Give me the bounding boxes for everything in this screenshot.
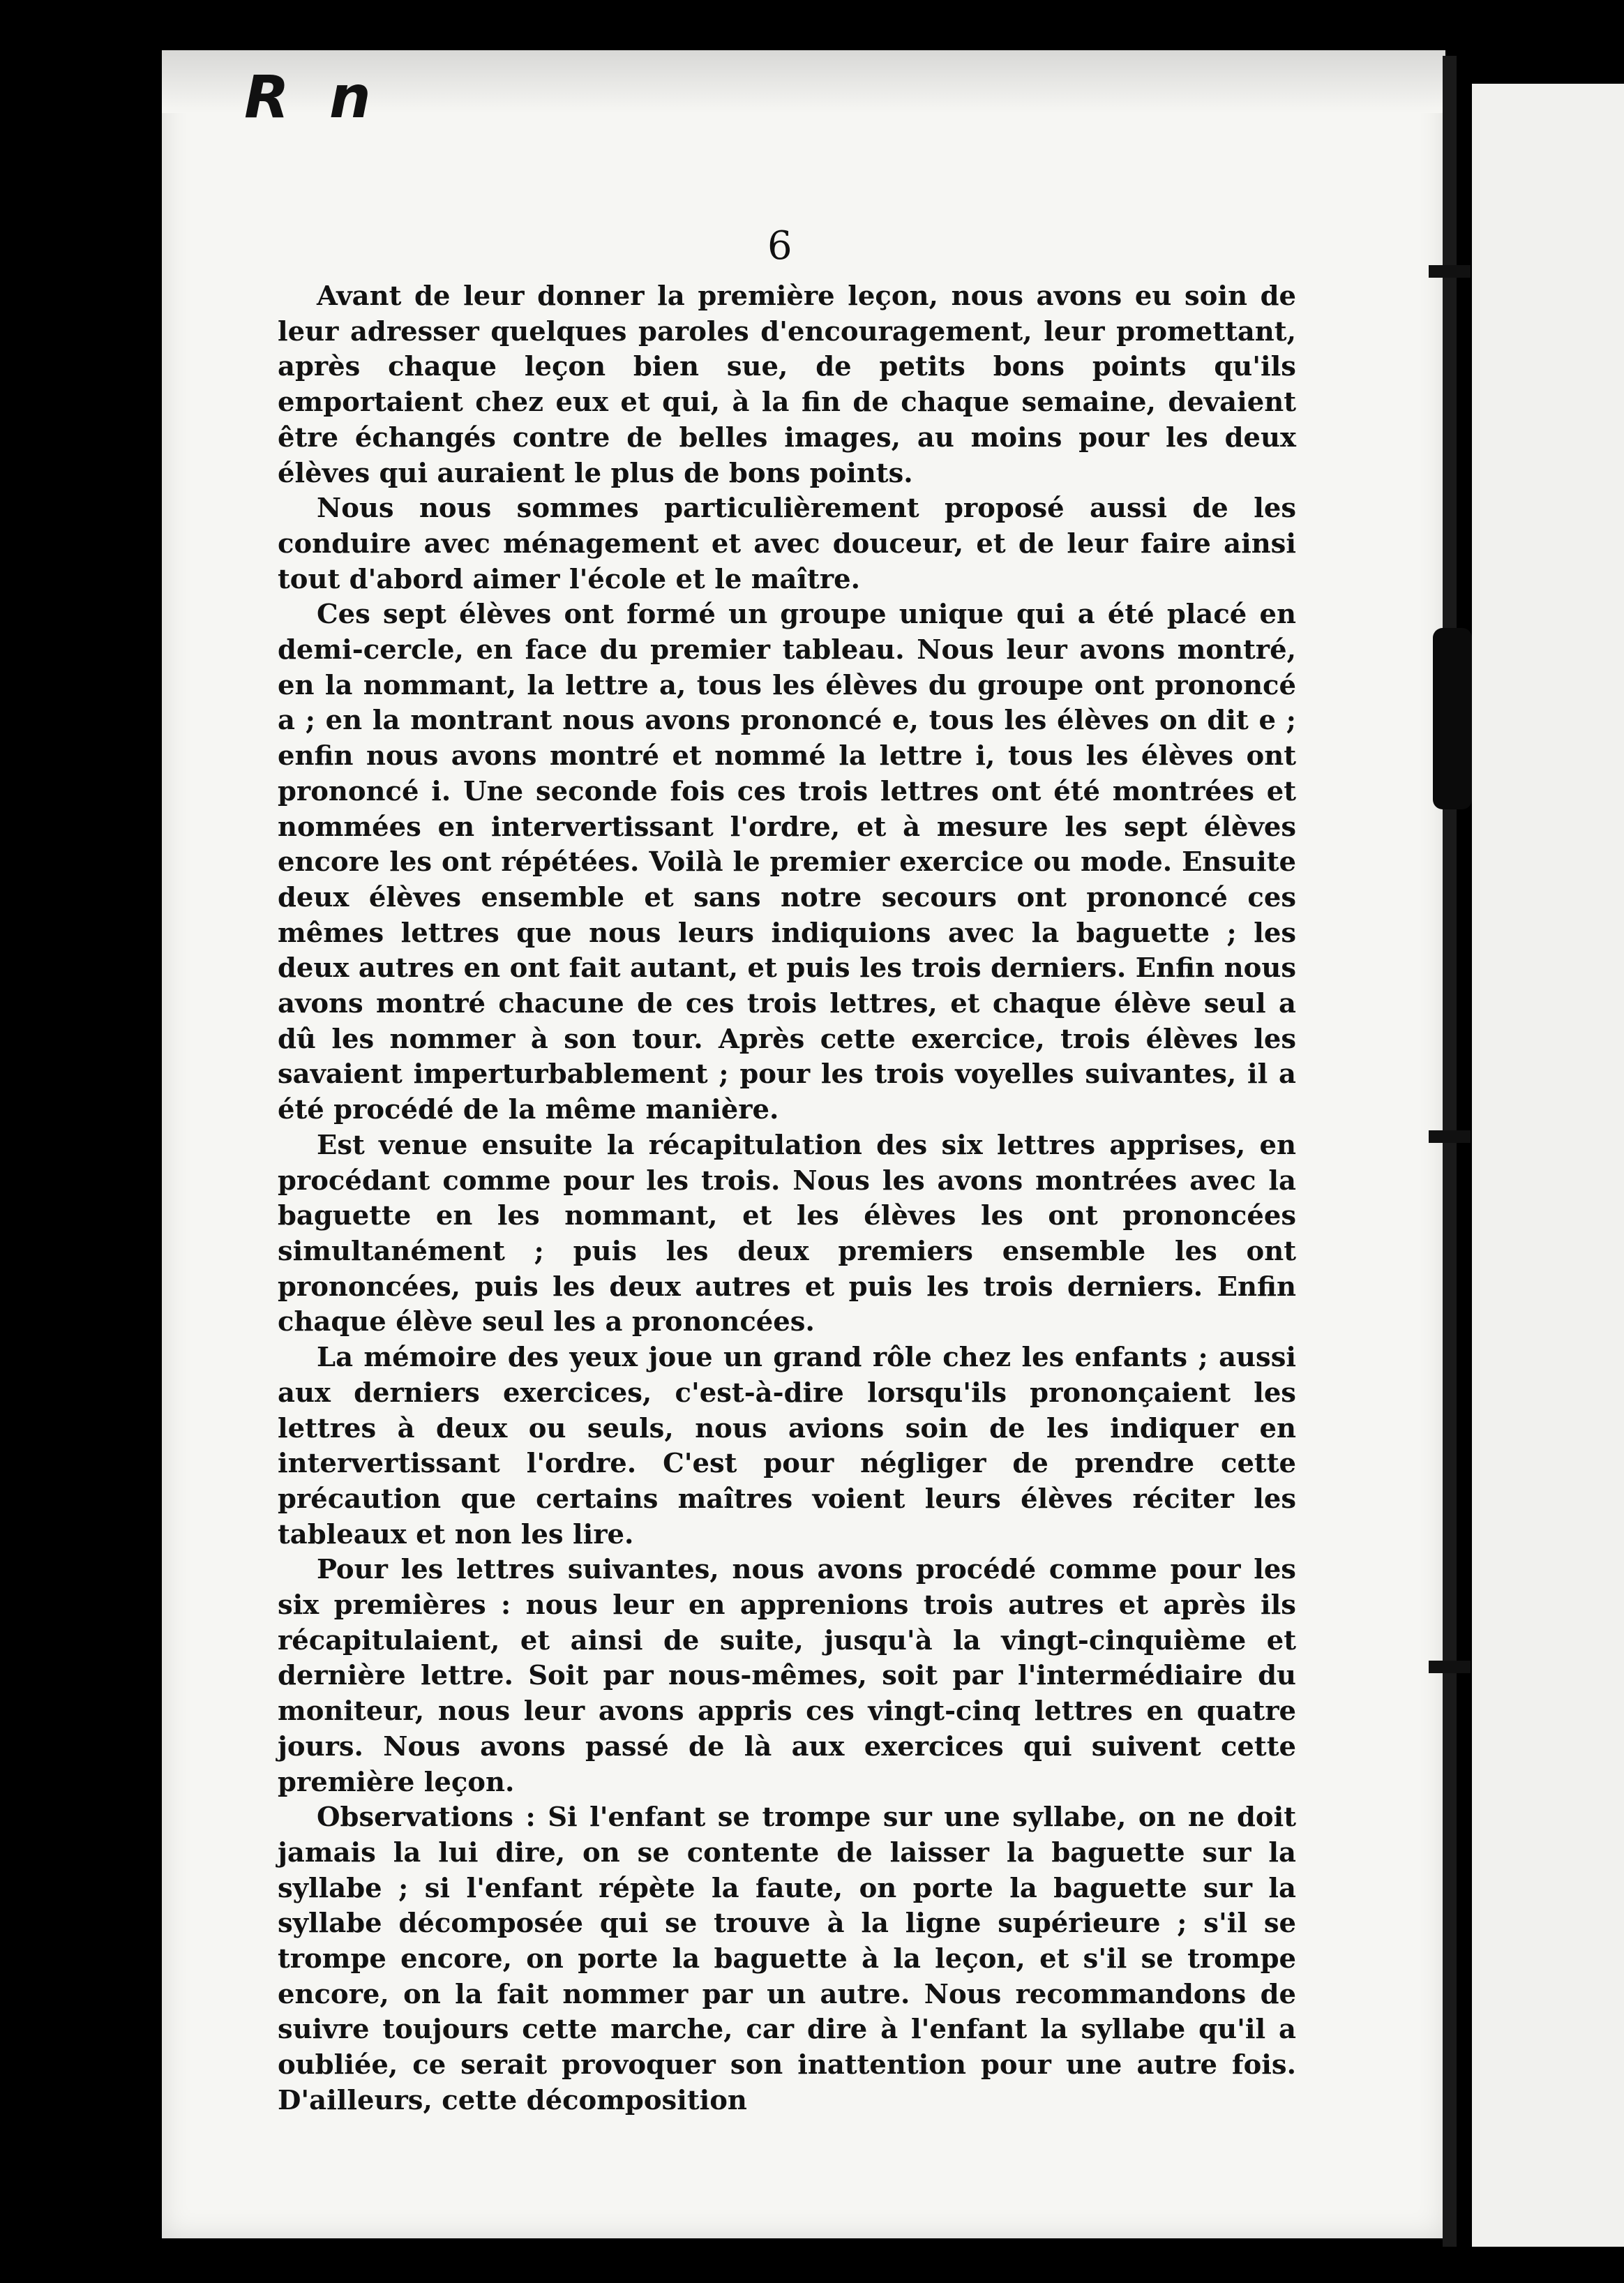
paragraph: Ces sept élèves ont formé un groupe unique qui a été placé en demi-cercle, en face du premier tableau. Nous leur avons montré, en la nommant, la lettre a, tous les élèves du groupe ont prononcé a ; en la montrant nous avons prononcé e, tous les élèves on dit e ; enfin nous avons montré et nommé la lettre i, tous les élèves ont prononcé i. Une seconde fois ces trois lettres ont été montrées et nommées en intervertissant l'ordre, et à mesure les sept élèves encore les ont répétées. Voilà le premier exercice ou mode. Ensuite deux élèves ensemble et sans notre secours ont prononcé ces mêmes lettres que nous leurs indiquions avec la baguette ; les deux autres en ont fait autant, et puis les trois derniers. Enfin nous avons montré chacune de ces trois lettres, et chaque élève seul a dû les nommer à son tour. Après cette exercice, trois élèves les savaient imperturbablement ; pour les trois voyelles suivantes, il a été procédé de la même manière.	[278, 599, 1296, 1126]
paragraph: Pour les lettres suivantes, nous avons procédé comme pour les six premières : nous leur en apprenions trois autres et après ils récapitulaient, et ainsi de suite, jusqu'à la vingt-cinquième et dernière lettre. Soit par nous-mêmes, soit par l'intermédiaire du moniteur, nous leur avons appris ces vingt-cinq lettres en quatre jours. Nous avons passé de là aux exercices qui suivent cette première leçon.	[278, 1554, 1296, 1798]
facing-page-edge	[1472, 84, 1624, 2247]
body-text	[278, 279, 1296, 2119]
handwritten-corner-mark: R n	[244, 63, 381, 131]
binding-stitch	[1429, 1130, 1471, 1143]
paragraph: La mémoire des yeux joue un grand rôle chez les enfants ; aussi aux derniers exercices, c'est-à-dire lorsqu'ils prononçaient les lettres à deux ou seuls, nous avions soin de les indiquer en intervertissant l'ordre. C'est pour négliger de prendre cette précaution que certains maîtres voient leurs élèves réciter les tableaux et non les lire.	[278, 1342, 1296, 1550]
binding-stitch	[1429, 265, 1471, 278]
binding-clip	[1433, 628, 1472, 809]
page-number: 6	[767, 223, 792, 269]
paragraph: Avant de leur donner la première leçon, nous avons eu soin de leur adresser quelques paroles d'encouragement, leur promettant, après chaque leçon bien sue, de petits bons points qu'ils emportaient chez eux et qui, à la fin de chaque semaine, devaient être échangés contre de belles images, au moins pour les deux élèves qui auraient le plus de bons points.	[278, 280, 1296, 489]
paragraph: Est venue ensuite la récapitulation des six lettres apprises, en procédant comme pour les trois. Nous les avons montrées avec la baguette en les nommant, et les élèves les ont prononcées simultanément ; puis les deux premiers ensemble les ont prononcées, puis les deux autres et puis les trois derniers. Enfin chaque élève seul les a prononcées.	[278, 1129, 1296, 1338]
paragraph: Observations : Si l'enfant se trompe sur une syllabe, on ne doit jamais la lui dire, on se contente de laisser la baguette sur la syllabe ; si l'enfant répète la faute, on porte la baguette sur la syllabe décomposée qui se trouve à la ligne supérieure ; s'il se trompe encore, on porte la baguette à la leçon, et s'il se trompe encore, on la fait nommer par un autre. Nous recommandons de suivre toujours cette marche, car dire à l'enfant la syllabe qu'il a oubliée, ce serait provoquer son inattention pour une autre fois. D'ailleurs, cette décomposition	[278, 1802, 1296, 2116]
page-binding	[1443, 56, 1457, 2247]
paragraph: Nous nous sommes particulièrement proposé aussi de les conduire avec ménagement et avec douceur, et de leur faire ainsi tout d'abord aimer l'école et le maître.	[278, 493, 1296, 595]
binding-stitch	[1429, 1661, 1471, 1673]
